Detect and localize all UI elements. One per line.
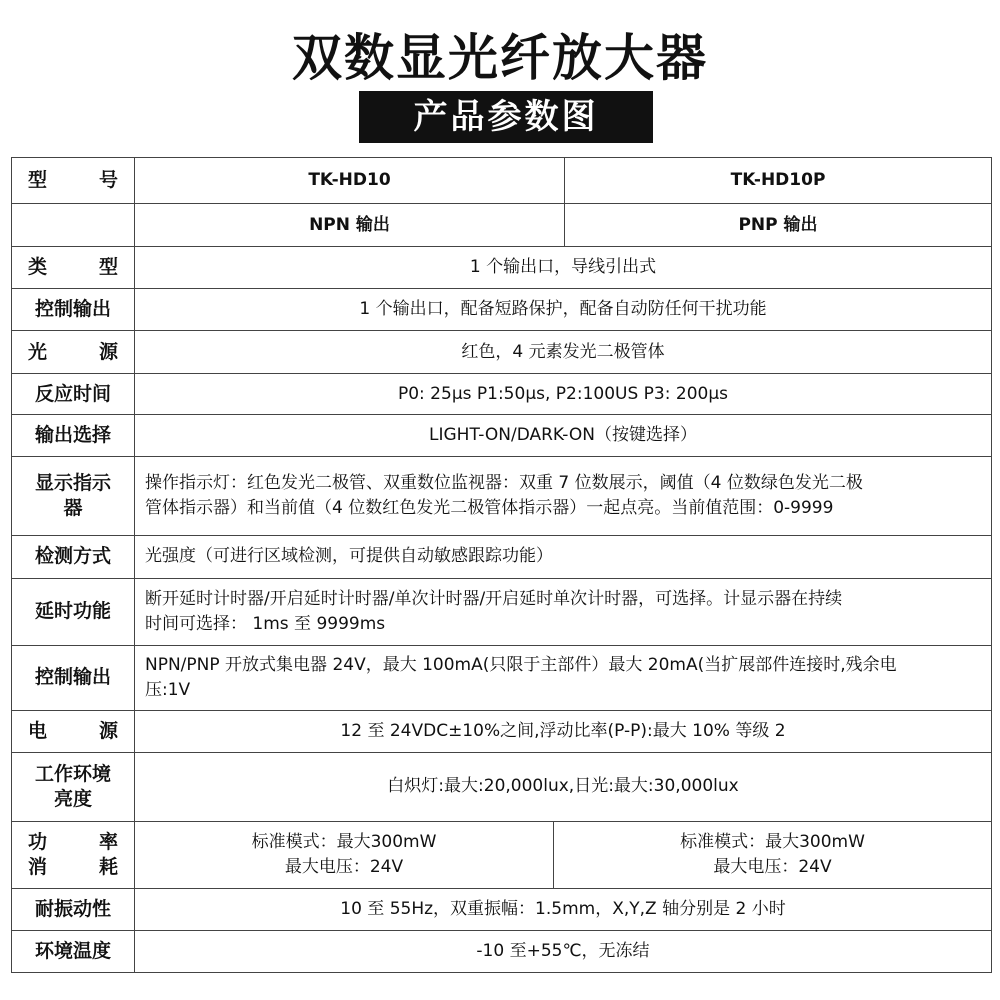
light-source-value: 红色，4 元素发光二极管体 — [135, 331, 992, 373]
model-col2: TK-HD10P — [565, 158, 992, 204]
row-output-type — [12, 204, 992, 246]
ambient-light-value: 白炽灯:最大:20,000lux,日光:最大:30,000lux — [135, 753, 992, 822]
label-delay: 延时功能 — [12, 578, 135, 646]
page-subtitle: 产品参数图 — [359, 91, 653, 143]
output-select-value: LIGHT-ON/DARK-ON（按键选择） — [135, 415, 992, 456]
vibration-value: 10 至 55Hz，双重振幅：1.5mm，X,Y,Z 轴分别是 2 小时 — [135, 889, 992, 930]
row-ambient-light — [12, 753, 992, 822]
power-consumption-col2: 标准模式：最大300mW 最大电压：24V — [554, 821, 992, 889]
row-control-output — [12, 289, 992, 331]
detection-value: 光强度（可进行区域检测，可提供自动敏感跟踪功能） — [135, 536, 992, 578]
temperature-value: -10 至+55℃，无冻结 — [135, 930, 992, 972]
row-type — [12, 246, 992, 288]
power-supply-value: 12 至 24VDC±10%之间,浮动比率(P-P):最大 10% 等级 2 — [135, 710, 992, 752]
label-power-supply: 电 源 — [12, 710, 135, 752]
row-vibration — [12, 889, 992, 930]
row-delay — [12, 578, 992, 646]
response-time-value: P0: 25μs P1:50μs, P2:100US P3: 200μs — [135, 373, 992, 414]
label-type: 类 型 — [12, 246, 135, 288]
row-control-output2 — [12, 646, 992, 711]
label-response-time: 反应时间 — [12, 373, 135, 414]
type-value: 1 个输出口，导线引出式 — [135, 246, 992, 288]
power-consumption-col1: 标准模式：最大300mW 最大电压：24V — [135, 821, 554, 889]
row-response-time — [12, 373, 992, 414]
label-control-output2: 控制输出 — [12, 646, 135, 711]
control-output2-value: NPN/PNP 开放式集电器 24V，最大 100mA(只限于主部件）最大 20mA(当扩展部件连接时,残余电 压:1V — [135, 646, 992, 711]
page-title: 双数显光纤放大器 — [292, 29, 708, 87]
label-model: 型 号 — [12, 158, 135, 204]
spec-table — [11, 157, 992, 973]
display-value: 操作指示灯：红色发光二极管、双重数位监视器：双重 7 位数展示，阈值（4 位数绿色发光二极 管体指示器）和当前值（4 位数红色发光二极管体指示器）一起点亮。当前值范围：0-9999 — [135, 456, 992, 536]
label-light-source: 光 源 — [12, 331, 135, 373]
label-display: 显示指示 器 — [12, 456, 135, 536]
label-vibration: 耐振动性 — [12, 889, 135, 930]
row-model — [12, 158, 992, 204]
row-detection — [12, 536, 992, 578]
control-output-value: 1 个输出口，配备短路保护，配备自动防任何干扰功能 — [135, 289, 992, 331]
row-power-consumption — [12, 821, 992, 889]
row-power-supply — [12, 710, 992, 752]
delay-value: 断开延时计时器/开启延时计时器/单次计时器/开启延时单次计时器，可选择。计显示器在持续 时间可选择： 1ms 至 9999ms — [135, 578, 992, 646]
row-temperature — [12, 930, 992, 972]
row-output-select — [12, 415, 992, 456]
output-type-col1: NPN 输出 — [135, 204, 565, 246]
output-type-col2: PNP 输出 — [565, 204, 992, 246]
row-light-source — [12, 331, 992, 373]
label-control-output: 控制输出 — [12, 289, 135, 331]
label-power-consumption: 功 率 消 耗 — [12, 821, 135, 889]
label-ambient-light: 工作环境 亮度 — [12, 753, 135, 822]
row-display — [12, 456, 992, 536]
label-detection: 检测方式 — [12, 536, 135, 578]
label-temperature: 环境温度 — [12, 930, 135, 972]
label-output-select: 输出选择 — [12, 415, 135, 456]
label-empty — [12, 204, 135, 246]
model-col1: TK-HD10 — [135, 158, 565, 204]
